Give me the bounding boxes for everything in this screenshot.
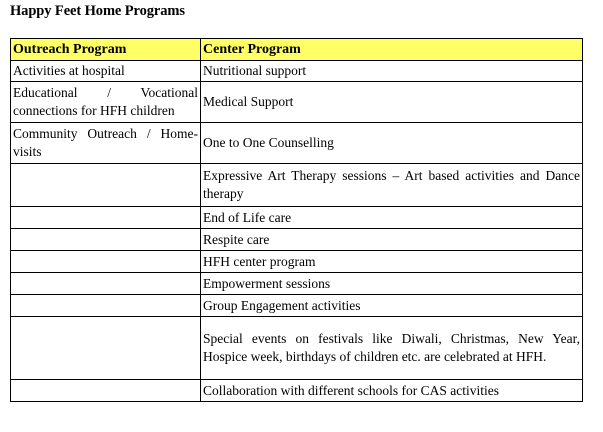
outreach-cell [11,273,201,295]
center-cell: One to One Counselling [201,123,583,164]
table-row [11,164,583,207]
table-row [11,251,583,273]
center-cell: Respite care [201,229,583,251]
center-cell: Special events on festivals like Diwali, Christmas, New Year, Hospice week, birthdays of children etc. are celebrated at HFH. [201,317,583,380]
center-cell: Empowerment sessions [201,273,583,295]
outreach-cell [11,317,201,380]
outreach-cell: Activities at hospital [11,61,201,82]
header-outreach-program: Outreach Program [11,39,201,61]
table-row [11,61,583,82]
center-cell: End of Life care [201,207,583,229]
outreach-cell [11,380,201,402]
outreach-cell [11,164,201,207]
table-row [11,317,583,380]
outreach-cell [11,229,201,251]
programs-table [10,38,583,402]
table-row [11,229,583,251]
outreach-cell [11,207,201,229]
page-title: Happy Feet Home Programs [10,3,185,19]
center-cell: Group Engagement activities [201,295,583,317]
table-row [11,273,583,295]
center-cell: Medical Support [201,82,583,123]
center-cell: Expressive Art Therapy sessions – Art based activities and Dance therapy [201,164,583,207]
center-cell: Collaboration with different schools for CAS activities [201,380,583,402]
outreach-cell: Educational / Vocational connections for HFH children [11,82,201,123]
table-row [11,82,583,123]
table-row [11,207,583,229]
center-cell: HFH center program [201,251,583,273]
outreach-cell [11,251,201,273]
center-cell: Nutritional support [201,61,583,82]
table-row [11,380,583,402]
outreach-cell: Community Outreach / Home-visits [11,123,201,164]
table-row [11,123,583,164]
header-center-program: Center Program [201,39,583,61]
table-row [11,295,583,317]
table-header-row [11,39,583,61]
outreach-cell [11,295,201,317]
